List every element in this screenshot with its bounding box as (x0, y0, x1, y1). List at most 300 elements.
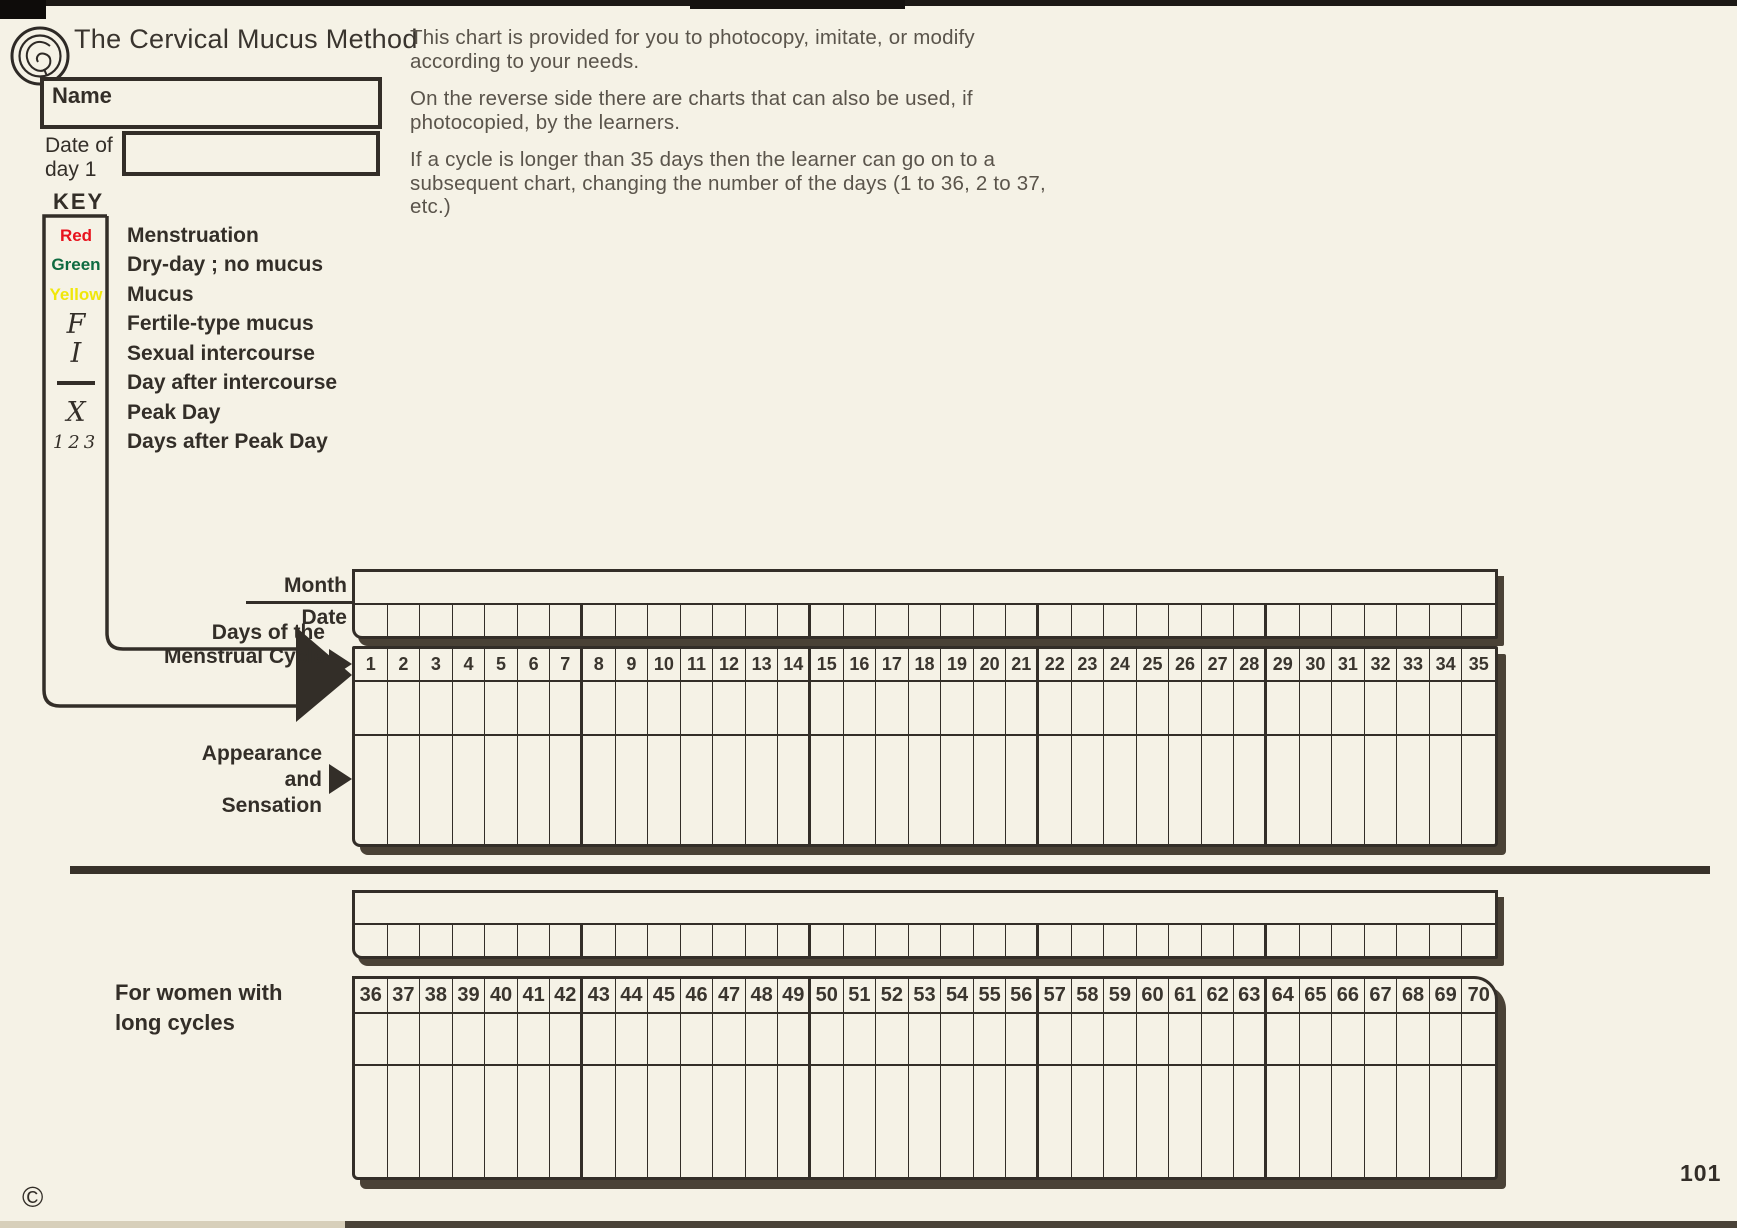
daily-record-cell[interactable] (746, 1014, 779, 1064)
daily-record-cell[interactable] (1006, 682, 1039, 734)
daily-record-cell[interactable] (811, 1014, 844, 1064)
appearance-sensation-cell[interactable] (1397, 1066, 1430, 1177)
daily-record-cell[interactable] (1169, 682, 1202, 734)
page-number: 101 (1680, 1160, 1722, 1186)
appearance-sensation-cell[interactable] (746, 736, 779, 844)
appearance-sensation-cell[interactable] (941, 1066, 974, 1177)
daily-record-cell[interactable] (355, 682, 388, 734)
appearance-sensation-cell[interactable] (518, 736, 551, 844)
appearance-sensation-cell[interactable] (1300, 1066, 1333, 1177)
daily-record-cell[interactable] (974, 682, 1007, 734)
date-cell[interactable] (713, 605, 746, 636)
daily-record-cell[interactable] (550, 1014, 583, 1064)
appearance-sensation-cell[interactable] (681, 1066, 714, 1177)
cycle-day-number-cell: 55 (974, 979, 1007, 1012)
daily-record-cell[interactable] (1332, 682, 1365, 734)
cycle-day-number-cell: 44 (616, 979, 649, 1012)
appearance-sensation-cell[interactable] (1267, 1066, 1300, 1177)
date-cell[interactable] (1039, 605, 1072, 636)
cycle-day-number-cell: 14 (778, 649, 811, 680)
daily-record-cell[interactable] (388, 1014, 421, 1064)
date-cell[interactable] (1300, 925, 1333, 956)
appearance-sensation-cell[interactable] (1039, 736, 1072, 844)
cycle-day-number-cell: 20 (974, 649, 1007, 680)
daily-record-cell[interactable] (1072, 682, 1105, 734)
daily-record-cell[interactable] (1234, 682, 1267, 734)
date-cell[interactable] (681, 925, 714, 956)
daily-record-cell[interactable] (1462, 1014, 1495, 1064)
daily-record-cell[interactable] (1365, 1014, 1398, 1064)
daily-record-cell[interactable] (1332, 1014, 1365, 1064)
date-cell[interactable] (1397, 925, 1430, 956)
cycle-day-number-cell: 49 (778, 979, 811, 1012)
month-date-divider-line (246, 601, 352, 604)
date-cell[interactable] (485, 605, 518, 636)
cycle-day-number-cell: 47 (713, 979, 746, 1012)
daily-record-cell[interactable] (1104, 682, 1137, 734)
cycle-day-number-cell: 60 (1137, 979, 1170, 1012)
daily-record-cell[interactable] (844, 682, 877, 734)
date-cell[interactable] (485, 925, 518, 956)
date-cell[interactable] (909, 925, 942, 956)
date-cell[interactable] (811, 605, 844, 636)
daily-record-cell[interactable] (1137, 1014, 1170, 1064)
date-cell[interactable] (453, 605, 486, 636)
daily-record-cell[interactable] (1104, 1014, 1137, 1064)
date-cell[interactable] (811, 925, 844, 956)
cycle-day-number-cell: 13 (746, 649, 779, 680)
key-symbol: F (66, 308, 86, 340)
daily-record-row (355, 682, 1495, 736)
appearance-sensation-cell[interactable] (909, 1066, 942, 1177)
appearance-sensation-cell[interactable] (1430, 736, 1463, 844)
daily-record-cell[interactable] (550, 682, 583, 734)
daily-record-cell[interactable] (1072, 1014, 1105, 1064)
date-cell[interactable] (1137, 605, 1170, 636)
cycle-day-number-cell: 5 (485, 649, 518, 680)
cycle-day-number-cell: 56 (1006, 979, 1039, 1012)
daily-record-cell[interactable] (453, 682, 486, 734)
daily-record-cell[interactable] (583, 1014, 616, 1064)
appearance-sensation-row (355, 736, 1495, 844)
cycle-day-number-cell: 12 (713, 649, 746, 680)
key-heading: KEY (53, 189, 105, 214)
appearance-sensation-cell[interactable] (1137, 736, 1170, 844)
appearance-sensation-cell[interactable] (1430, 1066, 1463, 1177)
appearance-sensation-cell[interactable] (1462, 1066, 1495, 1177)
appearance-sensation-cell[interactable] (1104, 736, 1137, 844)
appearance-sensation-cell[interactable] (420, 1066, 453, 1177)
daily-record-cell[interactable] (1039, 1014, 1072, 1064)
daily-record-cell[interactable] (1397, 682, 1430, 734)
appearance-sensation-cell[interactable] (355, 1066, 388, 1177)
cycle-day-number-cell: 58 (1072, 979, 1105, 1012)
key-label: Day after intercourse (127, 371, 338, 395)
appearance-sensation-cell[interactable] (616, 736, 649, 844)
date-cell[interactable] (550, 605, 583, 636)
daily-record-cell[interactable] (1267, 682, 1300, 734)
appearance-sensation-cell[interactable] (1137, 1066, 1170, 1177)
daily-record-cell[interactable] (909, 1014, 942, 1064)
date-cell[interactable] (420, 605, 453, 636)
date-cell[interactable] (778, 605, 811, 636)
date-cell[interactable] (1137, 925, 1170, 956)
cycle-day-number-cell: 15 (811, 649, 844, 680)
appearance-sensation-cell[interactable] (778, 736, 811, 844)
date-cell[interactable] (583, 925, 616, 956)
date-cell[interactable] (1234, 925, 1267, 956)
daily-record-cell[interactable] (518, 1014, 551, 1064)
appearance-sensation-cell[interactable] (1039, 1066, 1072, 1177)
appearance-sensation-cell[interactable] (746, 1066, 779, 1177)
cycle-day-number-cell: 65 (1300, 979, 1333, 1012)
daily-record-row (355, 1014, 1495, 1066)
date-cell[interactable] (616, 925, 649, 956)
date-cell[interactable] (974, 605, 1007, 636)
days-of-cycle-label: Days of the Menstrual Cycle (163, 621, 325, 668)
daily-record-cell[interactable] (746, 682, 779, 734)
cycle-day-number-cell: 6 (518, 649, 551, 680)
cycle-day-number-cell: 50 (811, 979, 844, 1012)
cycle-day-number-cell: 52 (876, 979, 909, 1012)
cycle-day-number-cell: 69 (1430, 979, 1463, 1012)
daily-record-cell[interactable] (648, 1014, 681, 1064)
daily-record-cell[interactable] (1169, 1014, 1202, 1064)
daily-record-cell[interactable] (1137, 682, 1170, 734)
appearance-sensation-cell[interactable] (1365, 736, 1398, 844)
date-cell[interactable] (941, 605, 974, 636)
daily-record-cell[interactable] (1039, 682, 1072, 734)
appearance-sensation-cell[interactable] (388, 736, 421, 844)
key-entry (44, 339, 664, 369)
key-entry (44, 428, 664, 458)
daily-record-cell[interactable] (713, 682, 746, 734)
daily-record-cell[interactable] (485, 682, 518, 734)
key-label: Menstruation (127, 223, 259, 247)
cycle-day-number-cell: 34 (1430, 649, 1463, 680)
daily-record-cell[interactable] (844, 1014, 877, 1064)
daily-record-cell[interactable] (1006, 1014, 1039, 1064)
appearance-sensation-cell[interactable] (713, 1066, 746, 1177)
appearance-sensation-cell[interactable] (1006, 736, 1039, 844)
daily-record-cell[interactable] (941, 1014, 974, 1064)
month-entry-row[interactable] (355, 893, 1495, 925)
daily-record-cell[interactable] (453, 1014, 486, 1064)
cycle-day-number-cell: 16 (844, 649, 877, 680)
appearance-sensation-cell[interactable] (941, 736, 974, 844)
date-cell[interactable] (1267, 605, 1300, 636)
date-cell[interactable] (1234, 605, 1267, 636)
appearance-sensation-cell[interactable] (876, 736, 909, 844)
chart2-month-date-block (352, 890, 1498, 959)
date-cell[interactable] (355, 925, 388, 956)
cycle-day-number-cell: 41 (518, 979, 551, 1012)
date-cell[interactable] (1430, 925, 1463, 956)
appearance-sensation-cell[interactable] (844, 1066, 877, 1177)
key-legend (44, 221, 664, 457)
key-label: Sexual intercourse (127, 341, 315, 365)
daily-record-cell[interactable] (681, 682, 714, 734)
daily-record-cell[interactable] (876, 1014, 909, 1064)
daily-record-cell[interactable] (778, 682, 811, 734)
date-cell[interactable] (1332, 605, 1365, 636)
appearance-sensation-cell[interactable] (583, 1066, 616, 1177)
date-cell[interactable] (1202, 925, 1235, 956)
copyright-symbol: © (22, 1182, 44, 1214)
date-cell[interactable] (876, 605, 909, 636)
chart1-days-grid (352, 646, 1498, 847)
cycle-day-number-cell: 17 (876, 649, 909, 680)
date-cell[interactable] (1397, 605, 1430, 636)
key-symbol: I (70, 338, 82, 370)
cycle-day-number-cell: 57 (1039, 979, 1072, 1012)
date-row-label: Date (301, 606, 347, 629)
daily-record-cell[interactable] (1430, 1014, 1463, 1064)
daily-record-cell[interactable] (648, 682, 681, 734)
date-cell[interactable] (388, 925, 421, 956)
appearance-sensation-cell[interactable] (355, 736, 388, 844)
appearance-sensation-cell[interactable] (453, 1066, 486, 1177)
daily-record-cell[interactable] (681, 1014, 714, 1064)
date-cell[interactable] (1006, 605, 1039, 636)
date-cell[interactable] (518, 605, 551, 636)
date-cell[interactable] (778, 925, 811, 956)
daily-record-cell[interactable] (876, 682, 909, 734)
appearance-sensation-cell[interactable] (909, 736, 942, 844)
key-label: Dry-day ; no mucus (127, 253, 324, 277)
date-cell[interactable] (1104, 605, 1137, 636)
cycle-day-number-cell: 1 (355, 649, 388, 680)
date-cell[interactable] (1462, 605, 1495, 636)
date-cell[interactable] (713, 925, 746, 956)
date-cell[interactable] (648, 925, 681, 956)
date-cell[interactable] (844, 605, 877, 636)
daily-record-cell[interactable] (974, 1014, 1007, 1064)
daily-record-cell[interactable] (1234, 1014, 1267, 1064)
appearance-sensation-cell[interactable] (974, 1066, 1007, 1177)
page-bottom-shadow (345, 1221, 1737, 1228)
days-arrow-icon (329, 649, 352, 679)
daily-record-cell[interactable] (616, 1014, 649, 1064)
date-cell[interactable] (453, 925, 486, 956)
date-cell[interactable] (941, 925, 974, 956)
appearance-sensation-cell[interactable] (388, 1066, 421, 1177)
cycle-day-number-cell: 48 (746, 979, 779, 1012)
cycle-day-number-cell: 37 (388, 979, 421, 1012)
appearance-sensation-cell[interactable] (876, 1066, 909, 1177)
daily-record-cell[interactable] (518, 682, 551, 734)
appearance-sensation-cell[interactable] (811, 736, 844, 844)
date-cell[interactable] (616, 605, 649, 636)
intro-paragraph: This chart is provided for you to photocopy, imitate, or modify according to your needs. (410, 26, 975, 73)
appearance-sensation-cell[interactable] (1072, 1066, 1105, 1177)
date-cell[interactable] (550, 925, 583, 956)
appearance-sensation-cell[interactable] (1267, 736, 1300, 844)
daily-record-cell[interactable] (420, 1014, 453, 1064)
daily-record-cell[interactable] (1365, 682, 1398, 734)
daily-record-cell[interactable] (1462, 682, 1495, 734)
key-symbol-box (44, 285, 108, 305)
date-cell[interactable] (1332, 925, 1365, 956)
appearance-sensation-cell[interactable] (616, 1066, 649, 1177)
appearance-sensation-label: Appearance and Sensation (201, 742, 322, 817)
daily-record-cell[interactable] (616, 682, 649, 734)
daily-record-cell[interactable] (1267, 1014, 1300, 1064)
cycle-day-number-cell: 4 (453, 649, 486, 680)
date-cell[interactable] (388, 605, 421, 636)
date-cell[interactable] (1169, 925, 1202, 956)
date-cell[interactable] (909, 605, 942, 636)
appearance-sensation-cell[interactable] (713, 736, 746, 844)
appearance-sensation-cell[interactable] (1202, 1066, 1235, 1177)
key-symbol: Red (59, 225, 93, 245)
date-cell[interactable] (1430, 605, 1463, 636)
appearance-sensation-cell[interactable] (648, 1066, 681, 1177)
daily-record-cell[interactable] (811, 682, 844, 734)
daily-record-cell[interactable] (355, 1014, 388, 1064)
key-label: Peak Day (127, 400, 221, 424)
cycle-day-number-cell: 38 (420, 979, 453, 1012)
daily-record-cell[interactable] (1202, 1014, 1235, 1064)
appearance-sensation-cell[interactable] (453, 736, 486, 844)
date-cell[interactable] (1039, 925, 1072, 956)
appearance-sensation-cell[interactable] (1332, 1066, 1365, 1177)
intro-paragraph: On the reverse side there are charts that can also be used, if photocopied, by the learners. (410, 87, 973, 134)
appearance-sensation-cell[interactable] (648, 736, 681, 844)
key-label: Days after Peak Day (127, 430, 328, 454)
date-cell[interactable] (420, 925, 453, 956)
date-cell[interactable] (746, 925, 779, 956)
cycle-day-number-cell: 2 (388, 649, 421, 680)
cycle-day-number-cell: 40 (485, 979, 518, 1012)
cycle-day-number-cell: 45 (648, 979, 681, 1012)
date-of-day1-input-box[interactable] (122, 131, 380, 176)
appearance-sensation-cell[interactable] (1332, 736, 1365, 844)
daily-record-cell[interactable] (388, 682, 421, 734)
date-cell[interactable] (681, 605, 714, 636)
date-cell[interactable] (1104, 925, 1137, 956)
cycle-day-number-cell: 21 (1006, 649, 1039, 680)
daily-record-cell[interactable] (583, 682, 616, 734)
cycle-day-number-cell: 18 (909, 649, 942, 680)
appearance-sensation-cell[interactable] (681, 736, 714, 844)
appearance-sensation-cell[interactable] (1300, 736, 1333, 844)
daily-record-cell[interactable] (485, 1014, 518, 1064)
appearance-sensation-cell[interactable] (1169, 736, 1202, 844)
daily-record-cell[interactable] (713, 1014, 746, 1064)
appearance-sensation-cell[interactable] (1169, 1066, 1202, 1177)
scan-edge-mark (690, 0, 905, 9)
cycle-day-number-cell: 43 (583, 979, 616, 1012)
date-cell[interactable] (583, 605, 616, 636)
appearance-sensation-cell[interactable] (583, 736, 616, 844)
appearance-sensation-cell[interactable] (550, 736, 583, 844)
key-symbol: X (66, 397, 86, 429)
daily-record-cell[interactable] (778, 1014, 811, 1064)
date-cell[interactable] (1072, 925, 1105, 956)
month-row-label: Month (284, 574, 347, 597)
date-cell[interactable] (876, 925, 909, 956)
appearance-sensation-cell[interactable] (1234, 736, 1267, 844)
daily-record-cell[interactable] (1300, 682, 1333, 734)
appearance-sensation-cell[interactable] (1365, 1066, 1398, 1177)
date-cell[interactable] (1169, 605, 1202, 636)
cycle-day-number-cell: 54 (941, 979, 974, 1012)
appearance-sensation-cell[interactable] (1462, 736, 1495, 844)
date-cell[interactable] (1267, 925, 1300, 956)
date-cell[interactable] (844, 925, 877, 956)
key-entry (44, 398, 664, 428)
date-cell[interactable] (974, 925, 1007, 956)
daily-record-cell[interactable] (1397, 1014, 1430, 1064)
appearance-sensation-cell[interactable] (485, 1066, 518, 1177)
appearance-sensation-cell[interactable] (811, 1066, 844, 1177)
cycle-day-number-cell: 63 (1234, 979, 1267, 1012)
date-cell[interactable] (518, 925, 551, 956)
cycle-day-number-cell: 59 (1104, 979, 1137, 1012)
date-cell[interactable] (355, 605, 388, 636)
daily-record-cell[interactable] (1430, 682, 1463, 734)
appearance-sensation-cell[interactable] (778, 1066, 811, 1177)
month-entry-row[interactable] (355, 572, 1495, 605)
daily-record-cell[interactable] (909, 682, 942, 734)
cycle-day-number-cell: 46 (681, 979, 714, 1012)
cycle-day-number-cell: 3 (420, 649, 453, 680)
appearance-sensation-cell[interactable] (1397, 736, 1430, 844)
cycle-day-number-cell: 10 (648, 649, 681, 680)
key-symbol (57, 381, 95, 385)
daily-record-cell[interactable] (420, 682, 453, 734)
key-symbol-box (44, 338, 108, 369)
key-symbol-box (44, 226, 108, 246)
appearance-sensation-cell[interactable] (1006, 1066, 1039, 1177)
cycle-day-number-cell: 27 (1202, 649, 1235, 680)
date-cell[interactable] (1365, 605, 1398, 636)
cycle-day-number-cell: 32 (1365, 649, 1398, 680)
date-cell[interactable] (1072, 605, 1105, 636)
date-cell[interactable] (1365, 925, 1398, 956)
appearance-sensation-cell[interactable] (844, 736, 877, 844)
appearance-sensation-cell[interactable] (518, 1066, 551, 1177)
appearance-sensation-cell[interactable] (550, 1066, 583, 1177)
appearance-sensation-cell[interactable] (485, 736, 518, 844)
appearance-sensation-cell[interactable] (1072, 736, 1105, 844)
cycle-day-number-row (355, 979, 1495, 1014)
appearance-sensation-cell[interactable] (974, 736, 1007, 844)
date-cell[interactable] (648, 605, 681, 636)
date-cell[interactable] (746, 605, 779, 636)
date-cell[interactable] (1462, 925, 1495, 956)
daily-record-cell[interactable] (941, 682, 974, 734)
cycle-day-number-cell: 22 (1039, 649, 1072, 680)
cycle-day-number-cell: 62 (1202, 979, 1235, 1012)
cycle-day-number-cell: 70 (1467, 984, 1490, 1006)
key-symbol: Yellow (49, 284, 103, 304)
name-input-box[interactable] (40, 77, 382, 129)
date-cell[interactable] (1300, 605, 1333, 636)
appearance-sensation-cell[interactable] (1234, 1066, 1267, 1177)
daily-record-cell[interactable] (1202, 682, 1235, 734)
appearance-sensation-cell[interactable] (1202, 736, 1235, 844)
date-cell[interactable] (1202, 605, 1235, 636)
appearance-sensation-cell[interactable] (420, 736, 453, 844)
date-cell[interactable] (1006, 925, 1039, 956)
daily-record-cell[interactable] (1300, 1014, 1333, 1064)
key-entry (44, 310, 664, 340)
appearance-sensation-cell[interactable] (1104, 1066, 1137, 1177)
key-entry (44, 369, 664, 399)
date-of-day1-label: Date of day 1 (45, 134, 113, 181)
